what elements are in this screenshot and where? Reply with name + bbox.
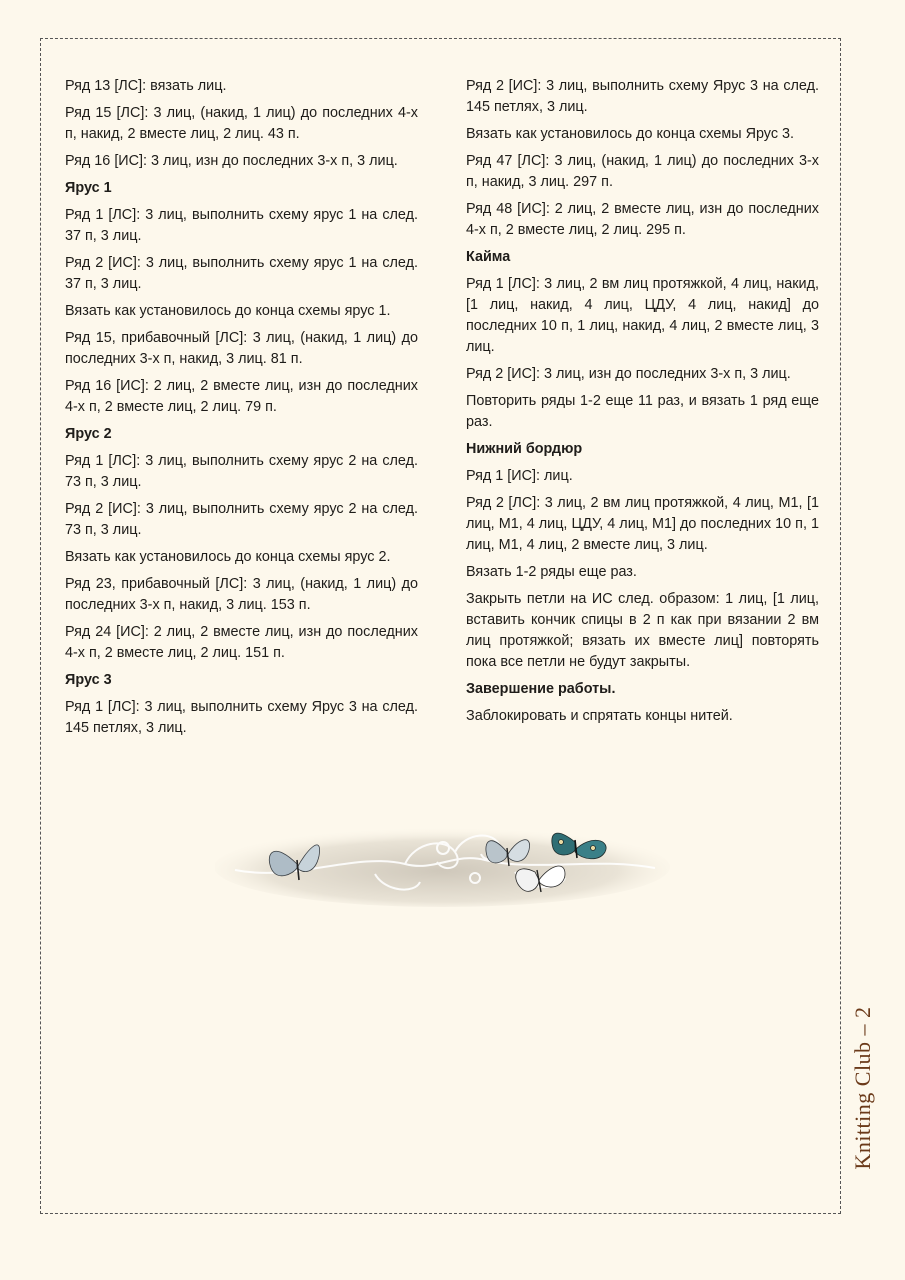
instruction-paragraph: Повторить ряды 1-2 еще 11 раз, и вязать 1 ряд еще раз. [466, 393, 819, 430]
instruction-paragraph: Ряд 15, прибавочный [ЛС]: 3 лиц, (накид, 1 лиц) до последних 3-х п, накид, 3 лиц. 81 п. [65, 330, 418, 367]
section-heading: Ярус 2 [65, 426, 112, 442]
section-heading: Кайма [466, 249, 511, 265]
right-column [466, 76, 819, 733]
instruction-paragraph: Ряд 1 [ЛС]: 3 лиц, выполнить схему Ярус 3 на след. 145 петлях, 3 лиц. [65, 699, 418, 736]
section-heading: Ярус 1 [65, 180, 112, 196]
left-column [65, 76, 418, 745]
instruction-paragraph: Вязать как установилось до конца схемы ярус 2. [65, 549, 391, 565]
instruction-paragraph: Ряд 1 [ЛС]: 3 лиц, выполнить схему ярус 1 на след. 37 п, 3 лиц. [65, 207, 418, 244]
instruction-paragraph: Ряд 48 [ИС]: 2 лиц, 2 вместе лиц, изн до последних 4-х п, 2 вместе лиц, 2 лиц. 295 п. [466, 201, 819, 238]
instruction-paragraph: Ряд 15 [ЛС]: 3 лиц, (накид, 1 лиц) до последних 4-х п, накид, 2 вместе лиц, 2 лиц. 43 п. [65, 105, 418, 142]
footer-label [846, 1000, 880, 1175]
instruction-paragraph: Ряд 16 [ИС]: 2 лиц, 2 вместе лиц, изн до последних 4-х п, 2 вместе лиц, 2 лиц. 79 п. [65, 378, 418, 415]
instruction-paragraph: Ряд 2 [ИС]: 3 лиц, выполнить схему ярус 1 на след. 37 п, 3 лиц. [65, 255, 418, 292]
instruction-paragraph: Ряд 13 [ЛС]: вязать лиц. [65, 78, 227, 94]
instruction-paragraph: Ряд 16 [ИС]: 3 лиц, изн до последних 3-х п, 3 лиц. [65, 153, 398, 169]
instruction-paragraph: Ряд 1 [ИС]: лиц. [466, 468, 573, 484]
footer-text: Knitting Club – 2 [850, 1005, 875, 1170]
instruction-paragraph: Ряд 2 [ЛС]: 3 лиц, 2 вм лиц протяжкой, 4 лиц, М1, [1 лиц, М1, 4 лиц, ЦДУ, 4 лиц, М1] до последних 10 п, 1 лиц, М1, 4 лиц, 2 вместе лиц, 3 лиц. [466, 495, 819, 553]
instruction-paragraph: Вязать как установилось до конца схемы Ярус 3. [466, 126, 795, 142]
instruction-paragraph: Ряд 23, прибавочный [ЛС]: 3 лиц, (накид, 1 лиц) до последних 3-х п, накид, 3 лиц. 153 п. [65, 576, 418, 613]
instruction-paragraph: Ряд 2 [ИС]: 3 лиц, выполнить схему Ярус 3 на след. 145 петлях, 3 лиц. [466, 78, 819, 115]
instruction-paragraph: Заблокировать и спрятать концы нитей. [466, 708, 733, 724]
section-heading: Ярус 3 [65, 672, 112, 688]
instruction-paragraph: Вязать как установилось до конца схемы ярус 1. [65, 303, 391, 319]
section-heading: Завершение работы. [466, 681, 616, 697]
instruction-paragraph: Ряд 2 [ИС]: 3 лиц, выполнить схему ярус 2 на след. 73 п, 3 лиц. [65, 501, 418, 538]
instruction-paragraph: Ряд 47 [ЛС]: 3 лиц, (накид, 1 лиц) до последних 3-х п, накид, 3 лиц. 297 п. [466, 153, 819, 190]
instruction-paragraph: Ряд 24 [ИС]: 2 лиц, 2 вместе лиц, изн до последних 4-х п, 2 вместе лиц, 2 лиц. 151 п. [65, 624, 418, 661]
instruction-paragraph: Ряд 1 [ЛС]: 3 лиц, выполнить схему ярус 2 на след. 73 п, 3 лиц. [65, 453, 418, 490]
instruction-paragraph: Ряд 1 [ЛС]: 3 лиц, 2 вм лиц протяжкой, 4 лиц, накид, [1 лиц, накид, 4 лиц, ЦДУ, 4 лиц, накид] до последних 10 п, 1 лиц, накид, 4 лиц, 2 вместе лиц, 3 лиц. [466, 276, 819, 355]
section-heading: Нижний бордюр [466, 441, 583, 457]
butterfly-banner-decoration [215, 812, 670, 910]
instruction-paragraph: Закрыть петли на ИС след. образом: 1 лиц, [1 лиц, вставить кончик спицы в 2 п как при вязании 2 вм лиц протяжкой; вязать их вместе лиц] повторять пока все петли не будут закрыты. [466, 591, 819, 670]
instruction-paragraph: Ряд 2 [ИС]: 3 лиц, изн до последних 3-х п, 3 лиц. [466, 366, 791, 382]
instruction-paragraph: Вязать 1-2 ряды еще раз. [466, 564, 637, 580]
